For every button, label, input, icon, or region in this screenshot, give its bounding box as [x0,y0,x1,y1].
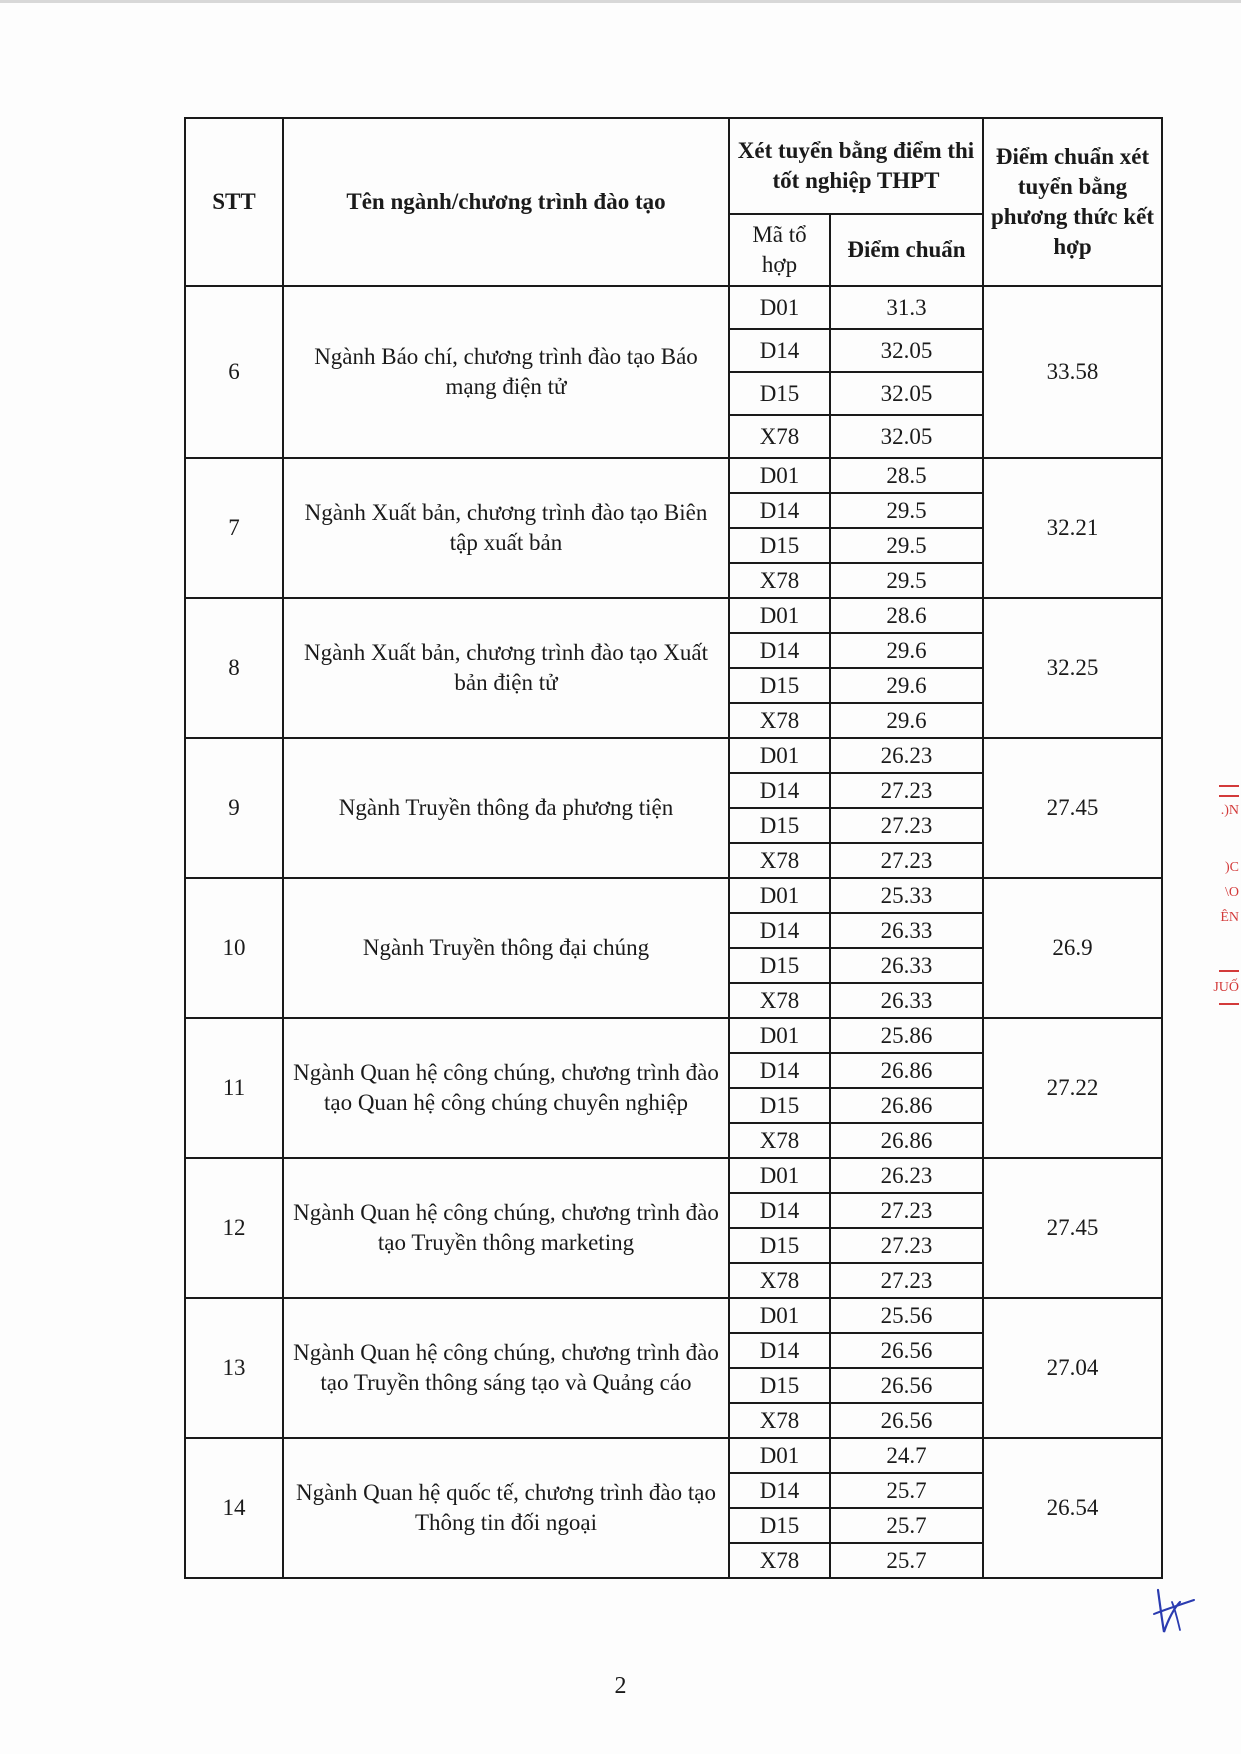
cutoff-score-cell: 26.86 [830,1123,983,1158]
combo-code-cell: D15 [729,948,830,983]
row-stt: 12 [185,1158,283,1298]
combined-score-cell: 27.22 [983,1018,1162,1158]
table-row [185,1018,1162,1053]
cutoff-score-cell: 25.7 [830,1543,983,1578]
row-stt: 9 [185,738,283,878]
stamp-fragment: .)N [1220,803,1239,818]
combo-code-cell: D14 [729,493,830,528]
cutoff-score-cell: 25.56 [830,1298,983,1333]
combo-code-cell: D14 [729,1053,830,1088]
combo-code-cell: X78 [729,1263,830,1298]
table-row [185,1158,1162,1193]
table-row [185,738,1162,773]
row-stt: 11 [185,1018,283,1158]
cutoff-score-cell: 26.56 [830,1333,983,1368]
combo-code-cell: D01 [729,1298,830,1333]
red-stamp-edge [1213,785,1241,1015]
combo-code-cell: D14 [729,1193,830,1228]
cutoff-score-cell: 27.23 [830,1263,983,1298]
cutoff-score-cell: 32.05 [830,372,983,415]
combo-code-cell: X78 [729,1123,830,1158]
combo-code-cell: D14 [729,633,830,668]
combo-code-cell: D01 [729,738,830,773]
table-row [185,286,1162,329]
stamp-fragment: \O [1225,885,1239,900]
header-stt: STT [185,118,283,286]
stamp-fragment: ÊN [1220,910,1239,925]
row-stt: 8 [185,598,283,738]
combo-code-cell: D01 [729,458,830,493]
combo-code-cell: D15 [729,668,830,703]
combo-code-cell: D01 [729,1438,830,1473]
table-body [185,286,1162,1578]
combo-code-cell: X78 [729,415,830,458]
row-program-name: Ngành Quan hệ công chúng, chương trình đào tạo Truyền thông marketing [283,1158,729,1298]
row-stt: 6 [185,286,283,458]
cutoff-score-cell: 32.05 [830,329,983,372]
row-program-name: Ngành Xuất bản, chương trình đào tạo Biên tập xuất bản [283,458,729,598]
cutoff-score-cell: 29.5 [830,563,983,598]
cutoff-score-cell: 25.7 [830,1473,983,1508]
cutoff-score-cell: 29.5 [830,493,983,528]
combo-code-cell: D01 [729,878,830,913]
combo-code-cell: D14 [729,1473,830,1508]
scan-edge [0,0,1241,3]
cutoff-score-cell: 26.33 [830,948,983,983]
stamp-line [1219,795,1239,797]
row-program-name: Ngành Quan hệ công chúng, chương trình đào tạo Truyền thông sáng tạo và Quảng cáo [283,1298,729,1438]
cutoff-score-cell: 26.23 [830,1158,983,1193]
cutoff-score-cell: 26.33 [830,983,983,1018]
row-program-name: Ngành Truyền thông đại chúng [283,878,729,1018]
table-row [185,878,1162,913]
combo-code-cell: D01 [729,598,830,633]
row-stt: 10 [185,878,283,1018]
stamp-line [1219,785,1239,787]
combo-code-cell: X78 [729,1543,830,1578]
row-stt: 14 [185,1438,283,1578]
cutoff-score-cell: 29.6 [830,703,983,738]
combo-code-cell: X78 [729,1403,830,1438]
header-cutoff: Điểm chuẩn [830,214,983,286]
cutoff-score-cell: 29.6 [830,668,983,703]
page-number: 2 [614,1673,627,1699]
combo-code-cell: D14 [729,1333,830,1368]
combo-code-cell: X78 [729,563,830,598]
combo-code-cell: X78 [729,983,830,1018]
combo-code-cell: D15 [729,1088,830,1123]
combo-code-cell: X78 [729,843,830,878]
row-program-name: Ngành Truyền thông đa phương tiện [283,738,729,878]
cutoff-score-cell: 26.56 [830,1403,983,1438]
cutoff-score-cell: 24.7 [830,1438,983,1473]
cutoff-score-cell: 29.6 [830,633,983,668]
stamp-line [1219,970,1239,972]
combined-score-cell: 32.21 [983,458,1162,598]
header-combo-code: Mã tổ hợp [729,214,830,286]
combined-score-cell: 27.45 [983,738,1162,878]
header-combined: Điểm chuẩn xét tuyển bằng phương thức kết hợp [983,118,1162,286]
table-row [185,598,1162,633]
combo-code-cell: D15 [729,1228,830,1263]
cutoff-score-cell: 27.23 [830,773,983,808]
cutoff-score-cell: 31.3 [830,286,983,329]
combo-code-cell: D15 [729,372,830,415]
combined-score-cell: 26.54 [983,1438,1162,1578]
cutoff-score-cell: 25.33 [830,878,983,913]
cutoff-score-cell: 26.33 [830,913,983,948]
cutoff-score-cell: 26.23 [830,738,983,773]
initials-signature [1150,1580,1200,1640]
combo-code-cell: D15 [729,1508,830,1543]
header-exam-group: Xét tuyển bằng điểm thi tốt nghiệp THPT [729,118,983,214]
table-row [185,1298,1162,1333]
combo-code-cell: D01 [729,1158,830,1193]
stamp-fragment: )C [1225,860,1239,875]
row-stt: 7 [185,458,283,598]
combined-score-cell: 27.04 [983,1298,1162,1438]
row-program-name: Ngành Quan hệ công chúng, chương trình đào tạo Quan hệ công chúng chuyên nghiệp [283,1018,729,1158]
combo-code-cell: D01 [729,1018,830,1053]
combined-score-cell: 33.58 [983,286,1162,458]
cutoff-score-cell: 29.5 [830,528,983,563]
cutoff-score-cell: 27.23 [830,808,983,843]
combo-code-cell: D15 [729,1368,830,1403]
stamp-line [1219,1003,1239,1005]
combined-score-cell: 27.45 [983,1158,1162,1298]
header-program: Tên ngành/chương trình đào tạo [283,118,729,286]
admission-score-table [184,117,1163,1579]
combo-code-cell: D14 [729,329,830,372]
combo-code-cell: D15 [729,528,830,563]
row-stt: 13 [185,1298,283,1438]
combo-code-cell: D14 [729,913,830,948]
table-row [185,458,1162,493]
combo-code-cell: D14 [729,773,830,808]
combo-code-cell: X78 [729,703,830,738]
row-program-name: Ngành Báo chí, chương trình đào tạo Báo mạng điện tử [283,286,729,458]
cutoff-score-cell: 32.05 [830,415,983,458]
stamp-fragment: JUỐ [1213,980,1239,995]
row-program-name: Ngành Quan hệ quốc tế, chương trình đào tạo Thông tin đối ngoại [283,1438,729,1578]
combo-code-cell: D01 [729,286,830,329]
cutoff-score-cell: 25.86 [830,1018,983,1053]
cutoff-score-cell: 28.5 [830,458,983,493]
cutoff-score-cell: 25.7 [830,1508,983,1543]
combined-score-cell: 32.25 [983,598,1162,738]
combined-score-cell: 26.9 [983,878,1162,1018]
cutoff-score-cell: 27.23 [830,1193,983,1228]
cutoff-score-cell: 26.56 [830,1368,983,1403]
cutoff-score-cell: 27.23 [830,843,983,878]
cutoff-score-cell: 26.86 [830,1053,983,1088]
table-row [185,1438,1162,1473]
cutoff-score-cell: 28.6 [830,598,983,633]
cutoff-score-cell: 27.23 [830,1228,983,1263]
cutoff-score-cell: 26.86 [830,1088,983,1123]
row-program-name: Ngành Xuất bản, chương trình đào tạo Xuất bản điện tử [283,598,729,738]
combo-code-cell: D15 [729,808,830,843]
